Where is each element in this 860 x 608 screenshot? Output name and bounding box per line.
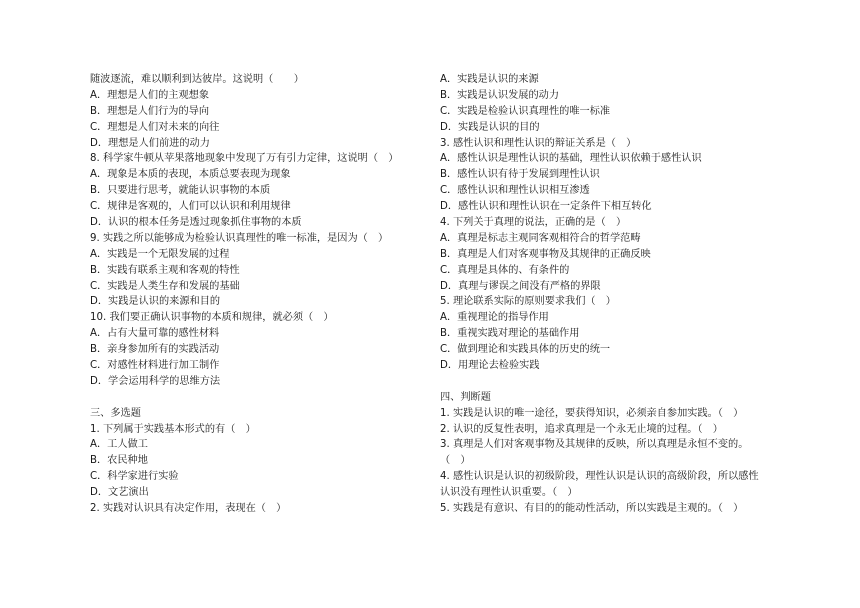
- option-line: C．做到理论和实践具体的历史的统一: [440, 344, 611, 356]
- spacer: [90, 390, 420, 406]
- option-line: D．用理论去检验实践: [440, 360, 540, 372]
- option-line: C．理想是人们对未来的向往: [90, 121, 220, 133]
- option-line: B．重视实践对理论的基础作用: [440, 328, 580, 340]
- question-line: 1. 下列属于实践基本形式的有（ ）: [90, 423, 256, 435]
- question-line: 10. 我们要正确认识事物的本质和规律，就必须（ ）: [90, 312, 334, 324]
- option-line: A．理想是人们的主观想象: [90, 89, 210, 101]
- option-line: C．真理是具体的、有条件的: [440, 264, 570, 276]
- option-line: A．现象是本质的表现，本质总要表现为现象: [90, 169, 291, 181]
- option-line: A．真理是标志主观同客观相符合的哲学范畴: [440, 232, 641, 244]
- option-line: C．感性认识和理性认识相互渗透: [440, 185, 590, 197]
- option-line: D．真理与谬误之间没有严格的界限: [440, 280, 601, 292]
- option-line: D．学会运用科学的思维方法: [90, 375, 221, 387]
- option-line: B．真理是人们对客观事物及其规律的正确反映: [440, 248, 651, 260]
- option-line: B．农民种地: [90, 455, 148, 467]
- right-column: [440, 72, 780, 517]
- judgement-line: 1. 实践是认识的唯一途径，要获得知识，必须亲自参加实践。（ ）: [440, 407, 744, 419]
- section-title: 三、多选题: [90, 407, 141, 419]
- question-line: 5. 理论联系实际的原则要求我们（ ）: [440, 296, 616, 308]
- judgement-line: 3. 真理是人们对客观事物及其规律的反映，所以真理是永恒不变的。: [440, 439, 749, 451]
- option-line: D．实践是认识的来源和目的: [90, 296, 221, 308]
- option-line: A．实践是一个无限发展的过程: [90, 248, 230, 260]
- judgement-line: 5. 实践是有意识、有目的的能动性活动，所以实践是主观的。（ ）: [440, 503, 744, 515]
- option-line: A．实践是认识的来源: [440, 74, 539, 85]
- judgement-line: 认识没有理性认识重要。（ ）: [440, 487, 578, 499]
- question-line: 8. 科学家牛顿从苹果落地现象中发现了万有引力定律，这说明（ ）: [90, 153, 399, 165]
- question-line: 4. 下列关于真理的说法，正确的是（ ）: [440, 217, 627, 229]
- option-line: B．理想是人们行为的导向: [90, 105, 210, 117]
- left-column: [90, 72, 420, 517]
- option-line: C．对感性材料进行加工制作: [90, 360, 220, 372]
- option-line: B．感性认识有待于发展到理性认识: [440, 169, 600, 181]
- option-line: A．工人做工: [90, 439, 148, 451]
- option-line: C．科学家进行实验: [90, 471, 179, 483]
- section-title: 四、判断题: [440, 391, 491, 403]
- option-line: D．感性认识和理性认识在一定条件下相互转化: [440, 201, 652, 213]
- text-line: 随波逐流，难以顺利到达彼岸。这说明（ ）: [90, 74, 304, 85]
- option-line: D．理想是人们前进的动力: [90, 137, 210, 149]
- option-line: D．实践是认识的目的: [440, 121, 540, 133]
- option-line: D．认识的根本任务是透过现象抓住事物的本质: [90, 217, 302, 229]
- option-line: B．实践有联系主观和客观的特性: [90, 264, 240, 276]
- option-line: B．只要进行思考，就能认识事物的本质: [90, 185, 271, 197]
- option-line: C．实践是检验认识真理性的唯一标准: [440, 105, 611, 117]
- question-line: 9. 实践之所以能够成为检验认识真理性的唯一标准，是因为（ ）: [90, 232, 389, 244]
- judgement-line: 2. 认识的反复性表明，追求真理是一个永无止境的过程。（ ）: [440, 423, 723, 435]
- option-line: D．文艺演出: [90, 487, 149, 499]
- judgement-line: 4. 感性认识是认识的初级阶段，理性认识是认识的高级阶段，所以感性: [440, 471, 759, 483]
- option-line: A．感性认识是理性认识的基础，理性认识依赖于感性认识: [440, 153, 702, 165]
- judgement-line: （ ）: [440, 455, 471, 467]
- question-line: 2. 实践对认识具有决定作用，表现在（ ）: [90, 503, 287, 515]
- question-line: 3. 感性认识和理性认识的辩证关系是（ ）: [440, 137, 637, 149]
- option-line: C．实践是人类生存和发展的基础: [90, 280, 240, 292]
- option-line: A．重视理论的指导作用: [440, 312, 549, 324]
- option-line: C．规律是客观的，人们可以认识和利用规律: [90, 201, 291, 213]
- option-line: A．占有大量可靠的感性材料: [90, 328, 220, 340]
- spacer: [440, 374, 780, 390]
- option-line: B．实践是认识发展的动力: [440, 89, 560, 101]
- option-line: B．亲身参加所有的实践活动: [90, 344, 220, 356]
